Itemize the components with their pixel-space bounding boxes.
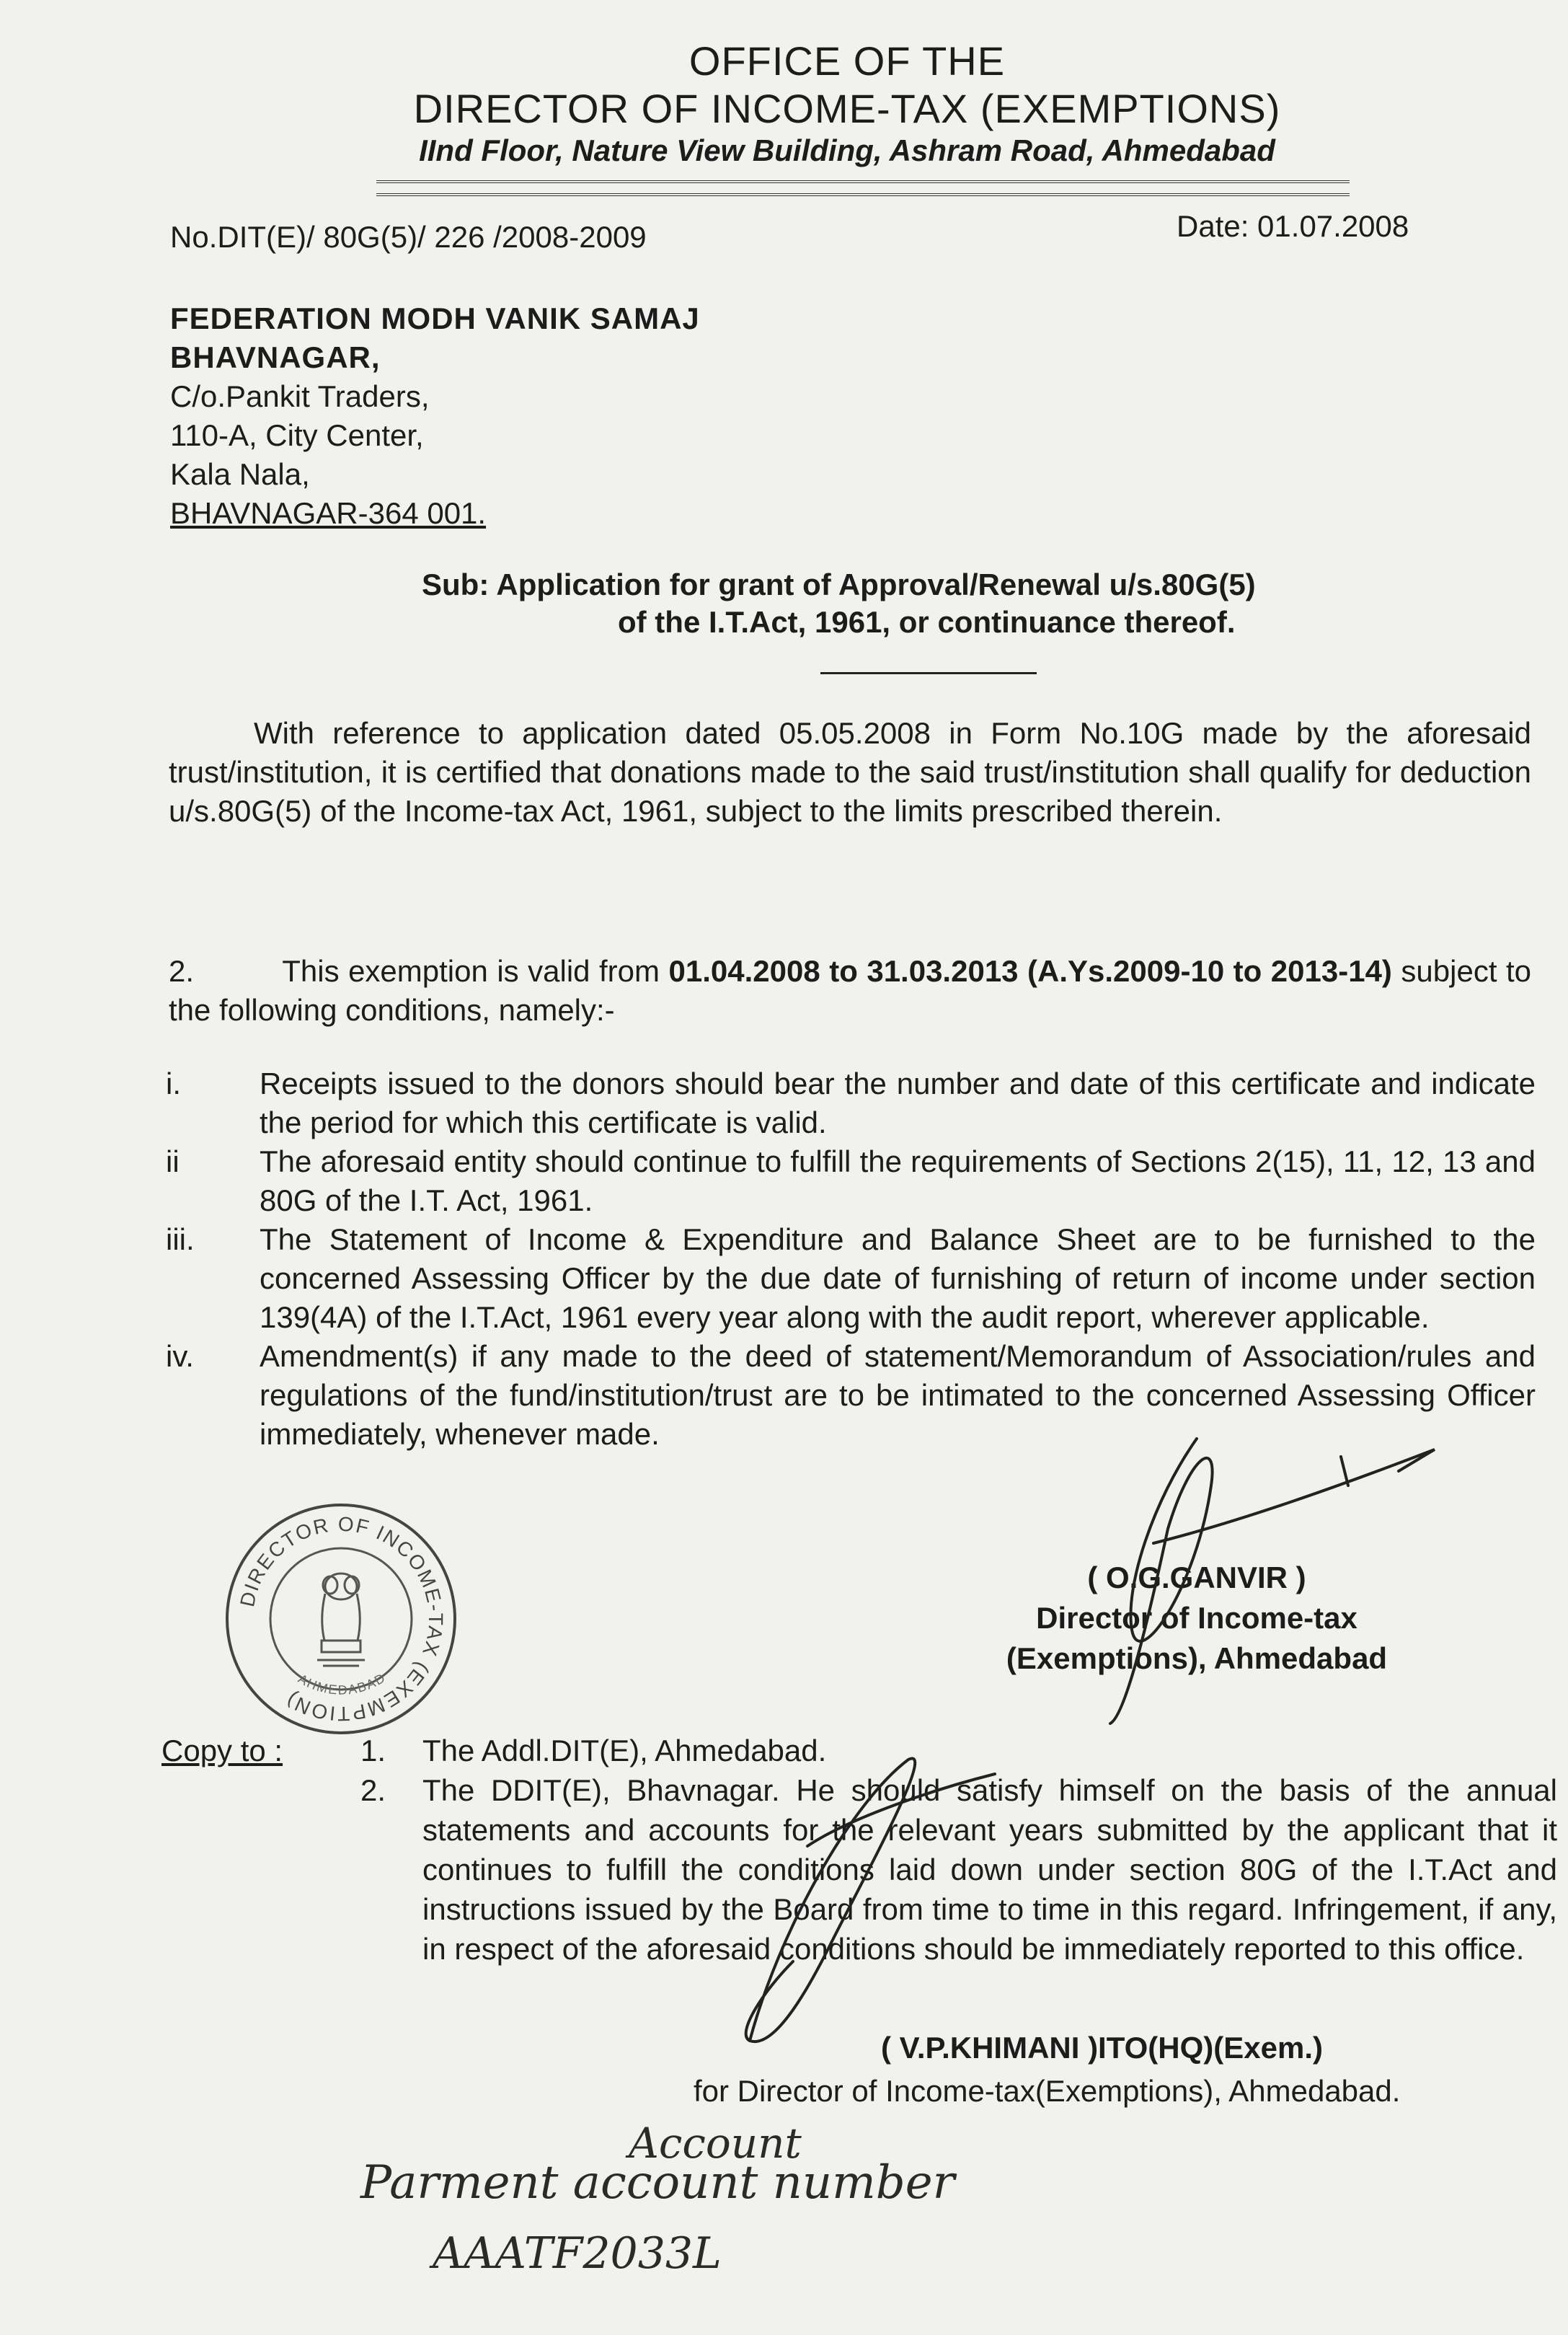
condition-text: The Statement of Income & Expenditure and Balance Sheet are to be furnished to the concerned Assessing Officer by the due date of furnishing of return of income under section 139(4A) of the I.T.Act, 1961 every year along with the audit report, wherever applicable. xyxy=(260,1222,1536,1334)
handwritten-note-line1: Parment account number xyxy=(360,2156,955,2210)
seal-ring-text: DIRECTOR OF INCOME-TAX (EXEMPTION) xyxy=(236,1512,448,1726)
condition-item xyxy=(166,1142,1536,1220)
condition-item xyxy=(166,1220,1536,1337)
recipient-name-line1: FEDERATION MODH VANIK SAMAJ xyxy=(170,301,700,335)
condition-number: ii xyxy=(166,1144,180,1178)
validity-period: 01.04.2008 to 31.03.2013 (A.Ys.2009-10 to 2013-14) xyxy=(668,954,1392,988)
paragraph-2-number: 2. xyxy=(169,954,195,988)
copy-to-number: 1. xyxy=(360,1734,386,1767)
signatory-1-office: (Exemptions), Ahmedabad xyxy=(1006,1641,1388,1675)
copy-to-text: The DDIT(E), Bhavnagar. He should satisfy himself on the basis of the annual statements and accounts for the relevant years submitted by the applicant that it continues to fulfill the conditions laid down under section 80G of the I.T.Act and instructions issued by the Board from time to time in this regard. Infringement, if any, in respect of the aforesaid conditions should be immediately reported to this office. xyxy=(422,1773,1557,1966)
subject-line1: Sub: Application for grant of Approval/Renewal u/s.80G(5) xyxy=(422,568,1256,601)
recipient-address-line4: BHAVNAGAR-364 001. xyxy=(170,496,487,530)
recipient-address-line3: Kala Nala, xyxy=(170,457,310,491)
copy-to-item xyxy=(360,1770,1557,1969)
subject-line2: of the I.T.Act, 1961, or continuance thereof. xyxy=(618,605,1236,639)
signatory-1 xyxy=(966,1558,1427,1679)
recipient-address xyxy=(170,299,700,533)
letter-date: Date: 01.07.2008 xyxy=(1177,209,1409,243)
copy-to-label: Copy to : xyxy=(161,1734,283,1767)
condition-text: The aforesaid entity should continue to fulfill the requirements of Sections 2(15), 11, 12, 13 and 80G of the I.T. Act, 1961. xyxy=(260,1144,1536,1217)
recipient-name-line2: BHAVNAGAR, xyxy=(170,340,381,374)
condition-number: i. xyxy=(166,1067,181,1100)
copy-to-item xyxy=(360,1731,1557,1770)
condition-text: Amendment(s) if any made to the deed of statement/Memorandum of Association/rules and regulations of the fund/institution/trust are to be intimated to the concerned Assessing Officer immediately, whenever made. xyxy=(260,1339,1536,1451)
svg-text:AHMEDABAD xyxy=(296,1670,389,1698)
condition-item xyxy=(166,1064,1536,1142)
condition-item xyxy=(166,1337,1536,1454)
paragraph-2 xyxy=(169,952,1531,1030)
recipient-address-line1: C/o.Pankit Traders, xyxy=(170,379,430,413)
office-heading-line1: OFFICE OF THE xyxy=(688,38,1006,84)
copy-to-list xyxy=(360,1731,1557,1969)
reference-number: No.DIT(E)/ 80G(5)/ 226 /2008-2009 xyxy=(170,220,647,254)
conditions-list xyxy=(166,1064,1536,1454)
copy-to-number: 2. xyxy=(360,1773,386,1807)
signatory-1-name: ( O.G.GANVIR ) xyxy=(1087,1561,1306,1594)
condition-text: Receipts issued to the donors should bear the number and date of this certificate and indicate the period for which this certificate is valid. xyxy=(260,1067,1536,1139)
condition-number: iv. xyxy=(166,1339,194,1373)
seal-bottom-text: AHMEDABAD xyxy=(296,1669,389,1698)
office-heading-line2: DIRECTOR OF INCOME-TAX (EXEMPTIONS) xyxy=(413,86,1281,131)
subject-divider xyxy=(820,672,1037,674)
subject xyxy=(422,566,1256,641)
signatory-1-title: Director of Income-tax xyxy=(1036,1601,1357,1635)
signatory-2-title: for Director of Income-tax(Exemptions), Ahmedabad. xyxy=(694,2074,1401,2108)
official-seal-icon xyxy=(222,1500,460,1738)
paragraph-2-tail: subject to the following conditions, namely:- xyxy=(169,954,1531,1027)
paragraph-1: With reference to application dated 05.05.2008 in Form No.10G made by the aforesaid trust/institution, it is certified that donations made to the said trust/institution shall qualify for deduction u/s.80G(5) of the Income-tax Act, 1961, subject to the limits prescribed therein. xyxy=(169,716,1531,828)
handwritten-note-correction: Account xyxy=(629,2119,802,2168)
copy-to-text: The Addl.DIT(E), Ahmedabad. xyxy=(422,1734,827,1767)
header-divider xyxy=(376,180,1350,196)
handwritten-note-line2: AAATF2033L xyxy=(433,2228,722,2279)
emblem-icon xyxy=(317,1573,365,1666)
office-address: IInd Floor, Nature View Building, Ashram Road, Ahmedabad xyxy=(419,133,1275,167)
paragraph-2-text: This exemption is valid from xyxy=(282,954,669,988)
condition-number: iii. xyxy=(166,1222,195,1256)
signatory-2-name: ( V.P.KHIMANI )ITO(HQ)(Exem.) xyxy=(881,2031,1323,2065)
recipient-address-line2: 110-A, City Center, xyxy=(170,418,424,452)
